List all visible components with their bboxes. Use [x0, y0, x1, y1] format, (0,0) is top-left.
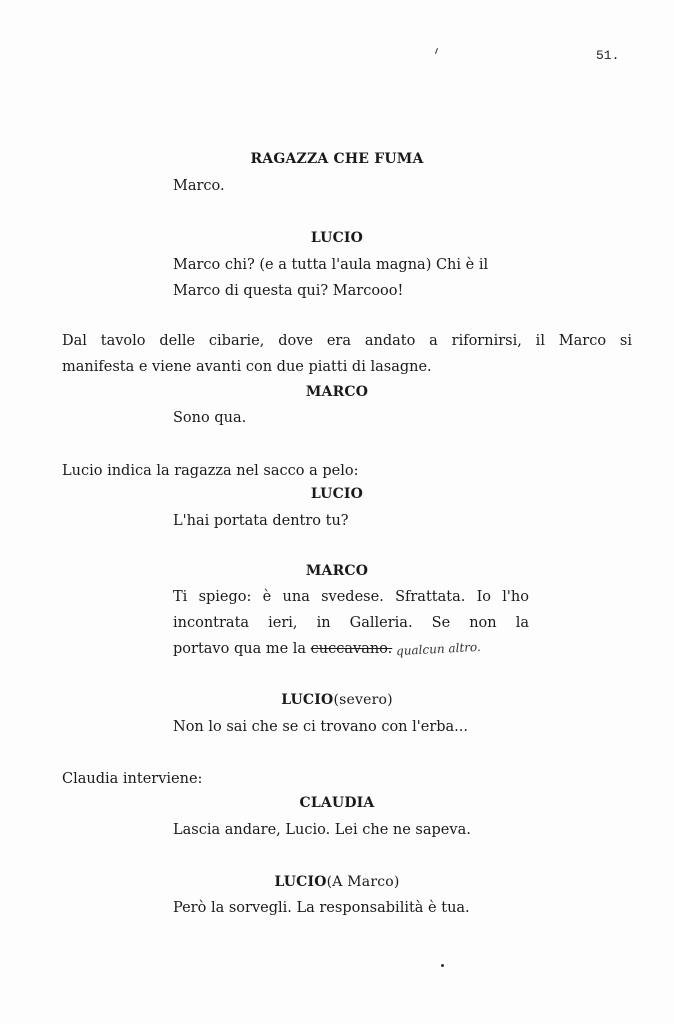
speaker-name: LUCIO — [274, 874, 327, 890]
dialogue-lucio — [173, 252, 529, 304]
stage-direction — [62, 328, 632, 380]
speaker-name: LUCIO — [281, 692, 334, 708]
stage-direction — [62, 458, 632, 484]
ink-mark — [435, 48, 438, 54]
dialogue-ragazza — [173, 173, 529, 199]
dialogue-line: L'hai portata dentro tu? — [173, 513, 349, 529]
speaker-ragazza-che-fuma: RAGAZZA CHE FUMA — [250, 151, 424, 167]
dialogue-line — [173, 636, 529, 662]
dialogue-lucio — [173, 508, 529, 534]
dialogue-line: Sono qua. — [173, 410, 247, 426]
dialogue-line: Non lo sai che se ci trovano con l'erba... — [173, 719, 469, 735]
speaker-marco: MARCO — [305, 384, 369, 400]
dialogue-line: Marco chi? (e a tutta l'aula magna) Chi è il — [173, 257, 489, 273]
action-line: Dal tavolo delle cibarie, dove era andato a rifornirsi, il Marco si — [62, 333, 632, 349]
action-line: manifesta e viene avanti con due piatti di lasagne. — [62, 359, 432, 375]
action-line: Claudia interviene: — [62, 771, 203, 787]
speaker-direction: (severo) — [333, 692, 393, 708]
speaker-claudia: CLAUDIA — [299, 795, 375, 811]
struck-text: cuccavano. — [310, 641, 393, 657]
speaker-lucio-severo — [0, 692, 674, 708]
dialogue-line: Però la sorvegli. La responsabilità è tua. — [173, 900, 470, 916]
dialogue-claudia — [173, 817, 529, 843]
handwritten-annotation: qualcun altro. — [395, 639, 482, 659]
speaker-marco: MARCO — [305, 563, 369, 579]
dialogue-text: portavo qua me la — [173, 641, 311, 657]
dialogue-marco — [173, 405, 529, 431]
dialogue-line: Ti spiego: è una svedese. Sfrattata. Io l'ho — [173, 589, 529, 605]
speaker-direction: (A Marco) — [326, 874, 400, 890]
dialogue-line: Marco. — [173, 178, 225, 194]
speaker-lucio-a-marco — [0, 874, 674, 890]
speaker-lucio: LUCIO — [310, 486, 364, 502]
dialogue-lucio — [173, 714, 529, 740]
dialogue-line: Lascia andare, Lucio. Lei che ne sapeva. — [173, 822, 471, 838]
dialogue-line: Marco di questa qui? Marcooo! — [173, 283, 404, 299]
dialogue-lucio — [173, 895, 529, 921]
dialogue-marco — [173, 584, 529, 662]
ink-dot — [441, 964, 444, 967]
action-line: Lucio indica la ragazza nel sacco a pelo: — [62, 463, 359, 479]
speaker-lucio: LUCIO — [310, 230, 364, 246]
page-number: 51. — [596, 48, 620, 63]
dialogue-line: incontrata ieri, in Galleria. Se non la — [173, 615, 529, 631]
stage-direction — [62, 766, 632, 792]
